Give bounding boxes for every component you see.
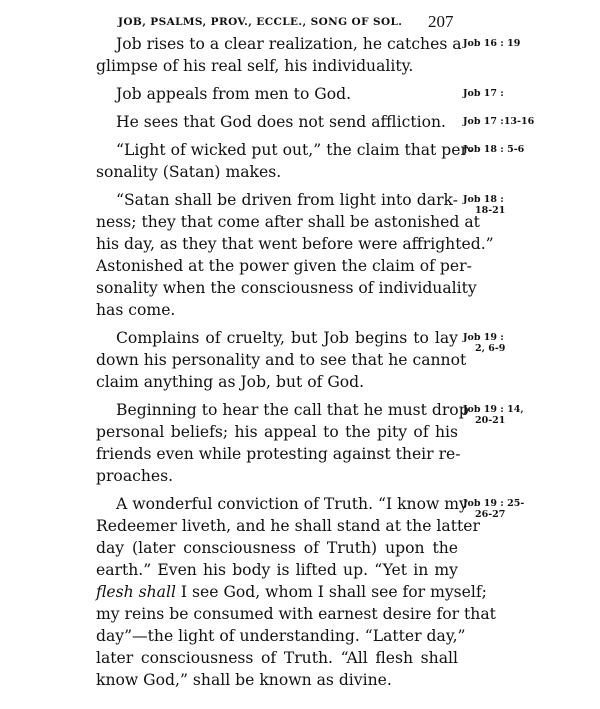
reference-text: 2, 6-9 [475,343,506,354]
text-line: has come. [96,301,176,319]
text-line: day (later consciousness of Truth) upon the [96,539,458,557]
reference-text: Job 19 : 14, [463,404,524,415]
paragraph [96,327,506,393]
text-line: Astonished at the power given the claim of per- [96,257,472,275]
text-line: personal beliefs; his appeal to the pity of his [96,423,458,441]
paragraph [96,111,535,133]
text-line: know God,” shall be known as divine. [96,671,392,689]
paragraph [96,139,525,183]
text-line: my reins be consumed with earnest desire for that [96,605,496,623]
running-header: JOB, PSALMS, PROV., ECCLE., SONG OF SOL. [118,16,403,28]
text-line: Job appeals from men to God. [116,85,352,103]
text-line: earth.” Even his body is lifted up. “Yet in my [96,561,458,579]
margin-reference [463,332,505,354]
margin-reference [463,88,504,99]
text-line: sonality when the consciousness of individuality [96,279,477,297]
text-line: Beginning to hear the call that he must drop [116,401,469,419]
text-line: friends even while protesting against their re- [96,445,461,463]
text-line: Complains of cruelty, but Job begins to lay [116,329,458,347]
text-line: glimpse of his real self, his individuality. [96,57,414,75]
reference-text: Job 16 : 19 [463,38,521,49]
text-line: Job rises to a clear realization, he catches a [116,35,462,53]
paragraph [96,33,521,77]
text-line: “Light of wicked put out,” the claim that per- [116,141,474,159]
text-line: claim anything as Job, but of God. [96,373,365,391]
text-line: later consciousness of Truth. “All flesh shall [96,649,458,667]
reference-text: 20-21 [475,415,506,426]
margin-reference [463,116,534,127]
reference-text: Job 17 :13-16 [463,116,535,127]
paragraph [96,189,506,321]
text-line: ness; they that come after shall be astonished at [96,213,480,231]
reference-text: Job 18 : [463,194,504,205]
paragraph [96,399,524,487]
text-line: his day, as they that went before were affrighted.” [96,235,494,253]
reference-text: Job 19 : 25- [463,498,525,509]
text-line: day”—the light of understanding. “Latter day,” [96,627,466,645]
page-body [96,33,535,697]
text-line: proaches. [96,467,174,485]
margin-reference [463,498,524,520]
text-line: “Satan shall be driven from light into dark- [116,191,458,209]
margin-reference [463,194,505,216]
paragraph [96,83,504,105]
text-line: A wonderful conviction of Truth. “I know my [116,495,468,513]
reference-text: Job 17 : [463,88,504,99]
text-line [96,581,487,603]
reference-text: 18-21 [475,205,506,216]
reference-text: Job 19 : [463,332,504,343]
margin-reference [463,144,524,155]
margin-reference [463,38,520,49]
text-line: He sees that God does not send affliction. [116,113,446,131]
reference-text: 26-27 [475,509,506,520]
paragraph [96,493,525,691]
text-line: down his personality and to see that he cannot [96,351,467,369]
text-line: Redeemer liveth, and he shall stand at the latter [96,517,480,535]
reference-text: Job 18 : 5-6 [463,144,525,155]
page-number: 207 [428,12,454,31]
text-line: sonality (Satan) makes. [96,163,282,181]
text-segment: I see God, whom I shall see for myself; [175,583,487,601]
margin-reference [463,404,524,426]
italic-text: flesh shall [96,583,176,601]
